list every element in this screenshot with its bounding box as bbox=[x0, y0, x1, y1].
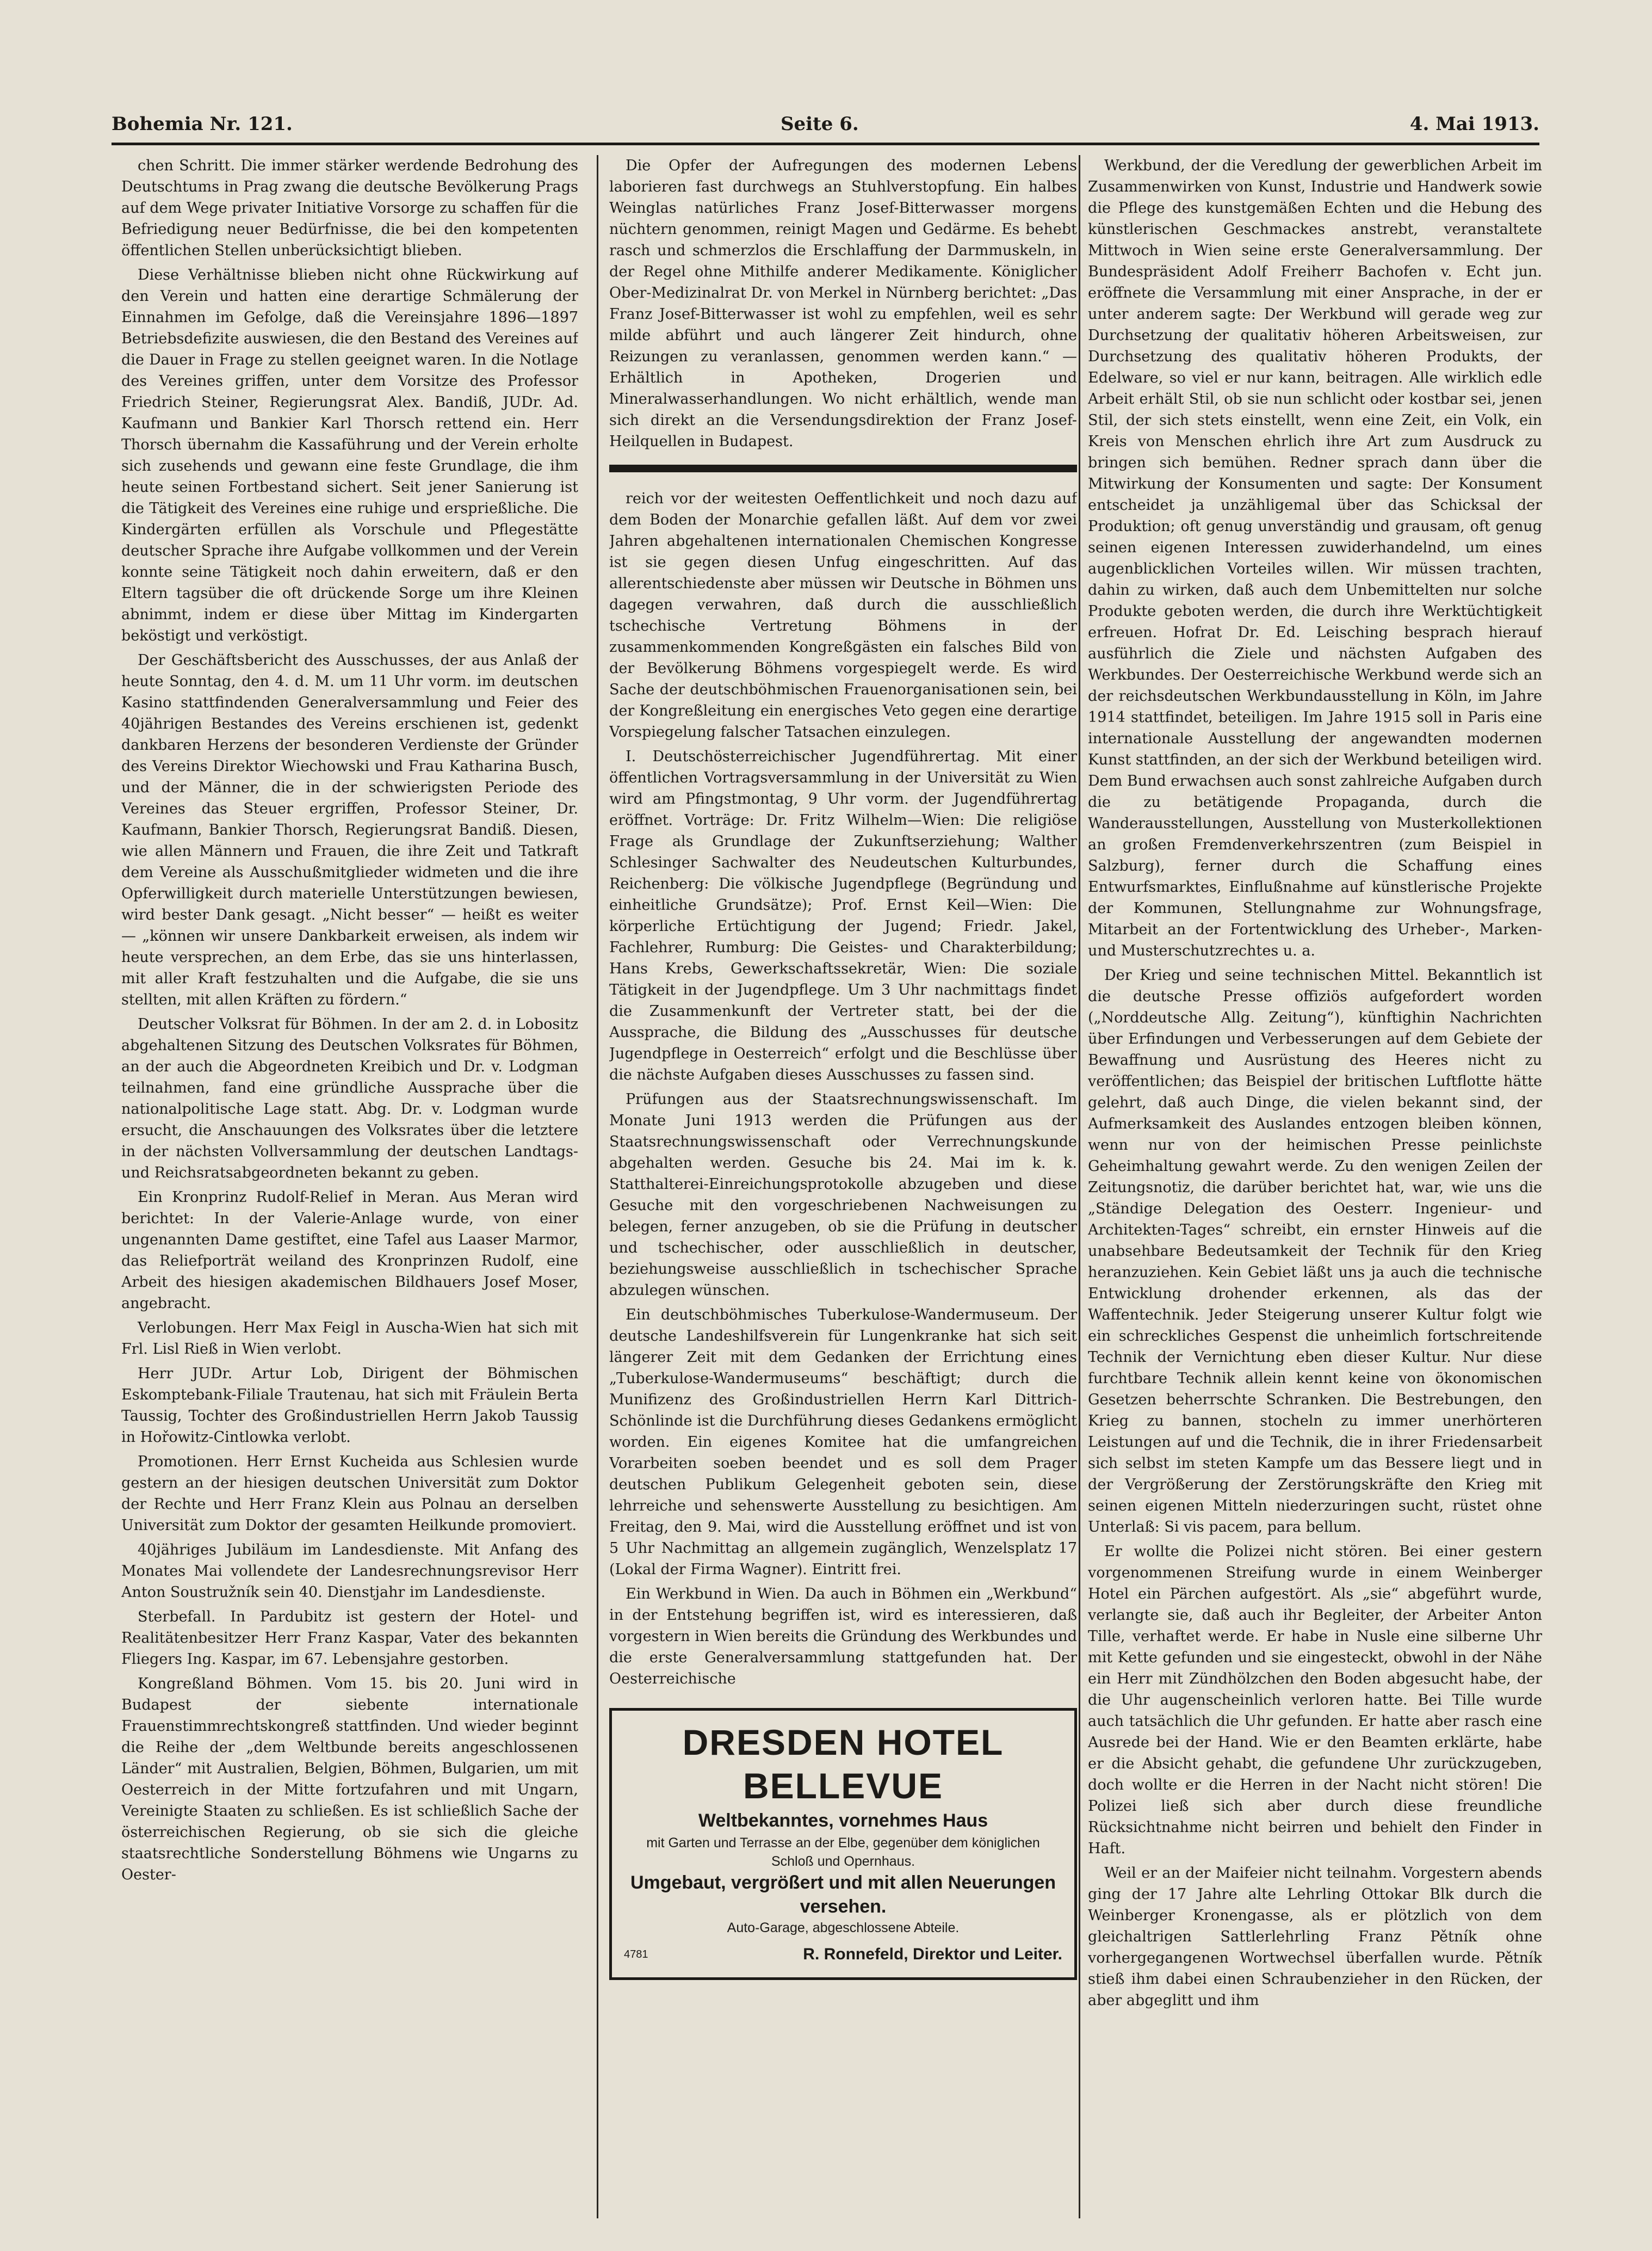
page-number: Seite 6. bbox=[781, 113, 859, 135]
news-item: Der Krieg und seine technischen Mittel. Bekanntlich ist die deutsche Presse offiziös aufgefordert worden („Norddeutsche Allg. Zeitung“), künftighin Nachrichten über Erfindungen und Verbesserungen auf dem Gebiete der Bewaffnung und Ausrüstung des Heeres nicht zu veröffentlichen; das Beispiel der britischen Luftflotte hätte gelehrt, daß auch Dinge, die vielen bekannt sind, der Aufmerksamkeit des Auslandes entzogen bleiben können, wenn nur von der heimischen Presse peinlichste Geheimhaltung gewahrt werde. Zu den wenigen Zeilen der Zeitungsnotiz, die darüber berichtet hat, war, wie uns die „Ständige Delegation des Oesterr. Ingenieur- und Architekten-Tages“ schreibt, ein ernster Hinweis auf die unabsehbare Bedeutsamkeit der Technik für den Krieg heranzuziehen. Kein Gebiet läßt uns ja auch die technische Entwicklung drohender erkennen, als das der Waffentechnik. Jeder Steigerung unserer Kultur folgt wie ein schreckliches Gespenst die unheimlich fortschreitende Technik der Vernichtung eben dieser Kultur. Nur diese furchtbare Technik allein kennt keine von ökonomischen Gesetzen beherrschte Schranken. Die Bestrebungen, den Krieg zu bannen, stocheln zu immer unerhörteren Leistungen auf und die Technik, die in ihrer Friedensarbeit sich selbst im steten Kampfe um das Bessere liegt und in der Vergrößerung der Zerstörungskräfte den Krieg mit seinen eigenen Mitteln niederzuringen sucht, rüstet ohne Unterlaß: Si vis pacem, para bellum. bbox=[1088, 967, 1542, 1535]
column-divider bbox=[597, 155, 598, 2218]
header-rule bbox=[112, 143, 1539, 145]
news-item: reich vor der weitesten Oeffentlichkeit und noch dazu auf dem Boden der Monarchie gefallen läßt. Auf dem vor zwei Jahren abgehaltenen internationalen Chemischen Kongresse ist sie gegen diesen Unfug eingeschritten. Auf das allerentschiedenste aber müssen wir Deutsche in Böhmen uns dagegen verwahren, daß durch die ausschließlich tschechische Vertretung Böhmens in der zusammenkommenden Kongreßgästen ein falsches Bild von der Bevölkerung Böhmens vorgespiegelt werde. Es wird Sache der deutschböhmischen Frauenorganisationen sein, bei der Kongreßleitung ein energisches Veto gegen eine derartige Vorspiegelung falscher Tatsachen einzulegen. bbox=[609, 490, 1077, 741]
ad-subtitle: Weltbekanntes, vornehmes Haus bbox=[698, 1810, 988, 1831]
ad-highlight: Umgebaut, vergrößert und mit allen Neuerungen versehen. bbox=[630, 1872, 1056, 1917]
news-item: Ein Werkbund in Wien. Da auch in Böhmen ein „Werkbund“ in der Entstehung begriffen ist, wird es interessieren, daß vorgestern in Wien bereits die Gründung des Werkbundes und die erste Generalversammlung stattgefunden hat. Der Oesterreichische bbox=[609, 1586, 1077, 1687]
news-item: I. Deutschösterreichischer Jugendführertag. Mit einer öffentlichen Vortragsversammlung in der Universität zu Wien wird am Pfingstmontag, 9 Uhr vorm. der Jugendführertag eröffnet. Vorträge: Dr. Fritz Wilhelm—Wien: Die religiöse Frage als Grundlage der Zukunftserziehung; Walther Schlesinger Sachwalter des Neudeutschen Kulturbundes, Reichenberg: Die völkische Jugendpflege (Begründung und einheitliche Grundsätze); Prof. Ernst Keil—Wien: Die körperliche Ertüchtigung der Jugend; Friedr. Jakel, Fachlehrer, Rumburg: Die Geistes- und Charakterbildung; Hans Krebs, Gewerkschaftssekretär, Wien: Die soziale Tätigkeit in der Jugendpflege. Um 3 Uhr nachmittags findet die Zusammenkunft der Vertreter statt, bei der die Aussprache, die Bildung des „Ausschusses für deutsche Jugendpflege in Oesterreich“ erfolgt und die Beschlüsse über die nächste Aufgaben dieses Ausschusses zu fassen sind. bbox=[609, 748, 1077, 1083]
article-paragraph: chen Schritt. Die immer stärker werdende Bedrohung des Deutschtums in Prag zwang die deutsche Bevölkerung Prags auf dem Wege privater Initiative Vorsorge zu schaffen für die Befriedigung neuer Bedürfnisse, die bei den kompetenten öffentlichen Stellen unberücksichtigt blieben. bbox=[121, 157, 578, 259]
news-item: Verlobungen. Herr Max Feigl in Auscha-Wien hat sich mit Frl. Lisl Rieß in Wien verlobt. bbox=[121, 1319, 578, 1358]
article-paragraph: Diese Verhältnisse blieben nicht ohne Rückwirkung auf den Verein und hatten eine derartige Schmälerung der Einnahmen im Gefolge, daß die Vereinsjahre 1896—1897 Betriebsdefizite auswiesen, die den Bestand des Vereines auf die Dauer in Frage zu stellen geeignet waren. In die Notlage des Vereines griffen, unter dem Vorsitze des Professor Friedrich Steiner, Regierungsrat Alex. Bandiß, JUDr. Ad. Kaufmann und Bankier Karl Thorsch rettend ein. Herr Thorsch übernahm die Kassaführung und der Verein erholte sich zusehends und gewann eine feste Grundlage, die ihm heute seinen Fortbestand sichert. Seit jener Sanierung ist die Tätigkeit des Vereines eine ruhige und ersprießliche. Die Kindergärten erfüllen als Vorschule und Pflegestätte deutscher Sprache ihre Aufgabe vollkommen und der Verein konnte seine Tätigkeit noch dahin erweitern, daß er den Eltern tagsüber die oft drückende Sorge um ihre Kleinen abnimmt, indem er diese über Mittag im Kindergarten beköstigt und verköstigt. bbox=[121, 267, 578, 644]
ad-signature: R. Ronnefeld, Direktor und Leiter. bbox=[803, 1945, 1062, 1963]
news-item: Sterbefall. In Pardubitz ist gestern der Hotel- und Realitätenbesitzer Herr Franz Kaspar, Vater des bekannten Fliegers Ing. Kaspar, im 67. Lebensjahre gestorben. bbox=[121, 1608, 578, 1668]
section-rule bbox=[609, 463, 1077, 474]
ad-description: mit Garten und Terrasse an der Elbe, gegenüber dem königlichen Schloß und Opernhaus. bbox=[646, 1835, 1040, 1869]
advertorial-paragraph: Die Opfer der Aufregungen des modernen Lebens laborieren fast durchwegs an Stuhlverstopfung. Ein halbes Weinglas natürliches Franz Josef-Bitterwasser morgens nüchtern genommen, reinigt Magen und Gedärme. Es behebt rasch und schmerzlos die Erschlaffung der Darmmuskeln, in der Regel ohne Mithilfe anderer Medikamente. Königlicher Ober-Medizinalrat Dr. von Merkel in Nürnberg berichtet: „Das Franz Josef-Bitterwasser ist wohl zu empfehlen, weil es sehr milde abführt und auch längerer Zeit hindurch, ohne Reizungen zu veranlassen, genommen werden kann.“ — Erhältlich in Apotheken, Drogerien und Mineralwasserhandlungen. Wo nicht erhältlich, wende man sich direkt an die Versendungsdirektion der Franz Josef-Heilquellen in Budapest. bbox=[609, 157, 1077, 450]
article-paragraph: Der Geschäftsbericht des Ausschusses, der aus Anlaß der heute Sonntag, den 4. d. M. um 11 Uhr vorm. im deutschen Kasino stattfindenden Generalversammlung und Feier des 40jährigen Bestandes des Vereins erschienen ist, gedenkt dankbaren Herzens der besonderen Verdienste der Gründer des Vereins Direktor Wiechowski und Frau Katharina Busch, und der Männer, die in der schwierigsten Periode des Vereines das Steuer ergriffen, Professor Steiner, Dr. Kaufmann, Bankier Thorsch, Regierungsrat Bandiß. Diesen, wie allen Männern und Frauen, die ihre Zeit und Tatkraft dem Vereine als Ausschußmitglieder widmeten und die ihre Opferwilligkeit durch materielle Unterstützungen bewiesen, wird bester Dank gesagt. „Nicht besser“ — heißt es weiter — „können wir unsere Dankbarkeit erweisen, als indem wir heute versprechen, an dem Erbe, das sie uns hinterlassen, mit aller Kraft festzuhalten und die Aufgabe, die sie uns stellten, mit allen Kräften zu fördern.“ bbox=[121, 652, 578, 1008]
news-item: Ein Kronprinz Rudolf-Relief in Meran. Aus Meran wird berichtet: In der Valerie-Anlage wurde, von einer ungenannten Dame gestiftet, eine Tafel aus Laaser Marmor, das Reliefporträt weiland des Kronprinzen Rudolf, eine Arbeit des hiesigen akademischen Bildhauers Josef Moser, angebracht. bbox=[121, 1189, 578, 1312]
news-item: 40jähriges Jubiläum im Landesdienste. Mit Anfang des Monates Mai vollendete der Landesrechnungsrevisor Herr Anton Soustružník sein 40. Dienstjahr im Landesdienste. bbox=[121, 1541, 578, 1601]
ad-title: DRESDEN HOTEL BELLEVUE bbox=[682, 1722, 1004, 1806]
page-header bbox=[112, 107, 1539, 145]
hotel-advertisement bbox=[609, 1708, 1077, 1980]
issue-date: 4. Mai 1913. bbox=[1409, 113, 1539, 135]
news-item: Herr JUDr. Artur Lob, Dirigent der Böhmischen Eskomptebank-Filiale Trautenau, hat sich mit Fräulein Berta Taussig, Tochter des Großindustriellen Herrn Jakob Taussig in Hořowitz-Cintlowka verlobt. bbox=[121, 1365, 578, 1446]
ad-footer bbox=[624, 1941, 1062, 1968]
column-1 bbox=[121, 155, 578, 2218]
news-item: Er wollte die Polizei nicht stören. Bei einer gestern vorgenommenen Streifung wurde in einem Weinberger Hotel ein Pärchen aufgestört. Als „sie“ abgeführt wurde, verlangte sie, daß auch ihr Begleiter, der Arbeiter Anton Tille, verhaftet werde. Er habe in Nusle eine silberne Uhr mit Kette gefunden und sie eingesteckt, obwohl in der Nähe ein Herr mit Zündhölzchen den Boden abgesucht habe, der die Uhr augenscheinlich verloren hatte. Bei Tille wurde auch tatsächlich die Uhr gefunden. Er hatte aber rasch eine Ausrede bei der Hand. Wie er den Beamten erklärte, habe er die Absicht gehabt, die gefundene Uhr zurückzugeben, doch wollte er die Herren in der Nacht nicht stören! Die Polizei ließ sich aber durch diese freundliche Rücksichtnahme nicht beirren und behielt den Finder in Haft. bbox=[1088, 1543, 1542, 1857]
news-item: Deutscher Volksrat für Böhmen. In der am 2. d. in Lobositz abgehaltenen Sitzung des Deutschen Volksrates für Böhmen, an der auch die Abgeordneten Kreibich und Dr. v. Lodgman teilnahmen, fand eine gründliche Aussprache über die nationalpolitische Lage statt. Abg. Dr. v. Lodgman wurde ersucht, die Anschauungen des Volksrates über die letztere in der nächsten Vollversammlung der deutschen Landtags- und Reichsratsabgeordneten bekannt zu geben. bbox=[121, 1016, 578, 1181]
news-item: Kongreßland Böhmen. Vom 15. bis 20. Juni wird in Budapest der siebente internationale Frauenstimmrechtskongreß stattfinden. Und wieder beginnt die Reihe der „dem Weltbunde bereits angeschlossenen Länder“ mit Australien, Belgien, Böhmen, Bulgarien, um mit Oesterreich in der Mitte fortzufahren und mit Ungarn, Vereinigte Staaten zu schließen. Es ist schließlich Sache der österreichischen Regierung, ob sie sich die gleiche staatsrechtliche Sonderstellung Böhmens wie Ungarns zu Oester- bbox=[121, 1675, 578, 1883]
column-2 bbox=[609, 155, 1077, 2218]
news-item: Weil er an der Maifeier nicht teilnahm. Vorgestern abends ging der 17 Jahre alte Lehrling Ottokar Blk durch die Weinberger Kronengasse, als er plötzlich von dem gleichaltrigen Sattlerlehrling Franz Pětník ohne vorhergegangenen Wortwechsel überfallen wurde. Pětník stieß ihm dabei einen Schraubenzieher in den Rücken, der aber abgeglitt und ihm bbox=[1088, 1865, 1542, 2009]
news-item: Prüfungen aus der Staatsrechnungswissenschaft. Im Monate Juni 1913 werden die Prüfungen aus der Staatsrechnungswissenschaft oder Verrechnungskunde abgehalten werden. Gesuche bis 24. Mai im k. k. Statthalterei-Einreichungsprotokolle abzugeben und diese Gesuche mit den vorgeschriebenen Nachweisungen zu belegen, ferner anzugeben, ob sie die Prüfung in deutscher und tschechischer, oder ausschließlich in deutscher, beziehungsweise ausschließlich in tschechischer Sprache abzulegen wünschen. bbox=[609, 1091, 1077, 1299]
article-paragraph: Werkbund, der die Veredlung der gewerblichen Arbeit im Zusammenwirken von Kunst, Industrie und Handwerk sowie die Pflege des kunstgemäßen Echten und die Hebung des künstlerischen Geschmackes anstrebt, veranstaltete Mittwoch in Wien seine erste Generalversammlung. Der Bundespräsident Adolf Freiherr Bachofen v. Echt jun. eröffnete die Versammlung mit einer Ansprache, in der er unter anderem sagte: Der Werkbund will gerade weg zur Durchsetzung der qualitativ höheren Arbeitsweisen, zur Durchsetzung des qualitativ höheren Produkts, der Edelware, so viel er nur kann, beitragen. Alle wirklich edle Arbeit erhält Stil, ob sie nun schlicht oder kostbar sei, jenen Stil, der sich stets einstellt, wenn eine Zeit, ein Volk, ein Kreis von Menschen ehrlich ihre Art zum Ausdruck zu bringen sich bemühen. Redner sprach dann über die Mitwirkung der Konsumenten und sagte: Der Konsument entscheidet ja unzähligemal über das Schicksal der Produktion; oft genug unverständig und grausam, oft genug seinen eigenen Interessen zuwiderhandelnd, um eines augenblicklichen Vorteiles willen. Wir müssen trachten, dahin zu wirken, daß auch dem Unbemittelten nur solche Produkte geboten werden, die durch ihre Werktüchtigkeit erfreuen. Hofrat Dr. Ed. Leisching besprach hierauf ausführlich die Ziele und nächsten Aufgaben des Werkbundes. Der Oesterreichische Werkbund werde sich an der reichsdeutschen Werkbundausstellung in Köln, im Jahre 1914 stattfindet, beteiligen. Im Jahre 1915 soll in Paris eine internationale Ausstellung der angewandten modernen Kunst stattfinden, an der sich der Werkbund beteiligen wird. Dem Bund erwachsen auch sonst zahlreiche Aufgaben durch die zu betätigende Propaganda, durch die Wanderausstellungen, Ausstellung von Musterkollektionen an großen Fremdenverkehrszentren (zum Beispiel in Salzburg), ferner durch die Schaffung eines Entwurfsmarktes, Einflußnahme auf künstlerische Projekte der Kommunen, Stellungnahme zur Wohnungsfrage, Mitarbeit an der Fortentwicklung des Urheber-, Marken- und Musterschutzrechtes u. a. bbox=[1088, 157, 1542, 959]
ad-amenities: Auto-Garage, abgeschlossene Abteile. bbox=[727, 1920, 960, 1935]
news-item: Ein deutschböhmisches Tuberkulose-Wandermuseum. Der deutsche Landeshilfsverein für Lungenkranke hat sich seit längerer Zeit mit dem Gedanken der Errichtung eines „Tuberkulose-Wandermuseums“ beschäftigt; durch die Munifizenz des Großindustriellen Herrn Karl Dittrich-Schönlinde ist die Durchführung dieses Gedankens ermöglicht worden. Ein eigenes Komitee hat die umfangreichen Vorarbeiten soeben beendet und es soll dem Prager deutschen Publikum Gelegenheit geboten sein, diese lehrreiche und sehenswerte Ausstellung zu besichtigen. Am Freitag, den 9. Mai, wird die Ausstellung eröffnet und ist von 5 Uhr Nachmittag an allgemein zugänglich, Wenzelsplatz 17 (Lokal der Firma Wagner). Eintritt frei. bbox=[609, 1306, 1077, 1578]
news-item: Promotionen. Herr Ernst Kucheida aus Schlesien wurde gestern an der hiesigen deutschen Universität zum Doktor der Rechte und Herr Franz Klein aus Polnau an derselben Universität zum Doktor der gesamten Heilkunde promoviert. bbox=[121, 1453, 578, 1534]
ad-number: 4781 bbox=[624, 1948, 648, 1960]
column-divider bbox=[1079, 155, 1080, 2218]
column-3 bbox=[1088, 155, 1542, 2218]
masthead-issue: Bohemia Nr. 121. bbox=[112, 113, 293, 135]
